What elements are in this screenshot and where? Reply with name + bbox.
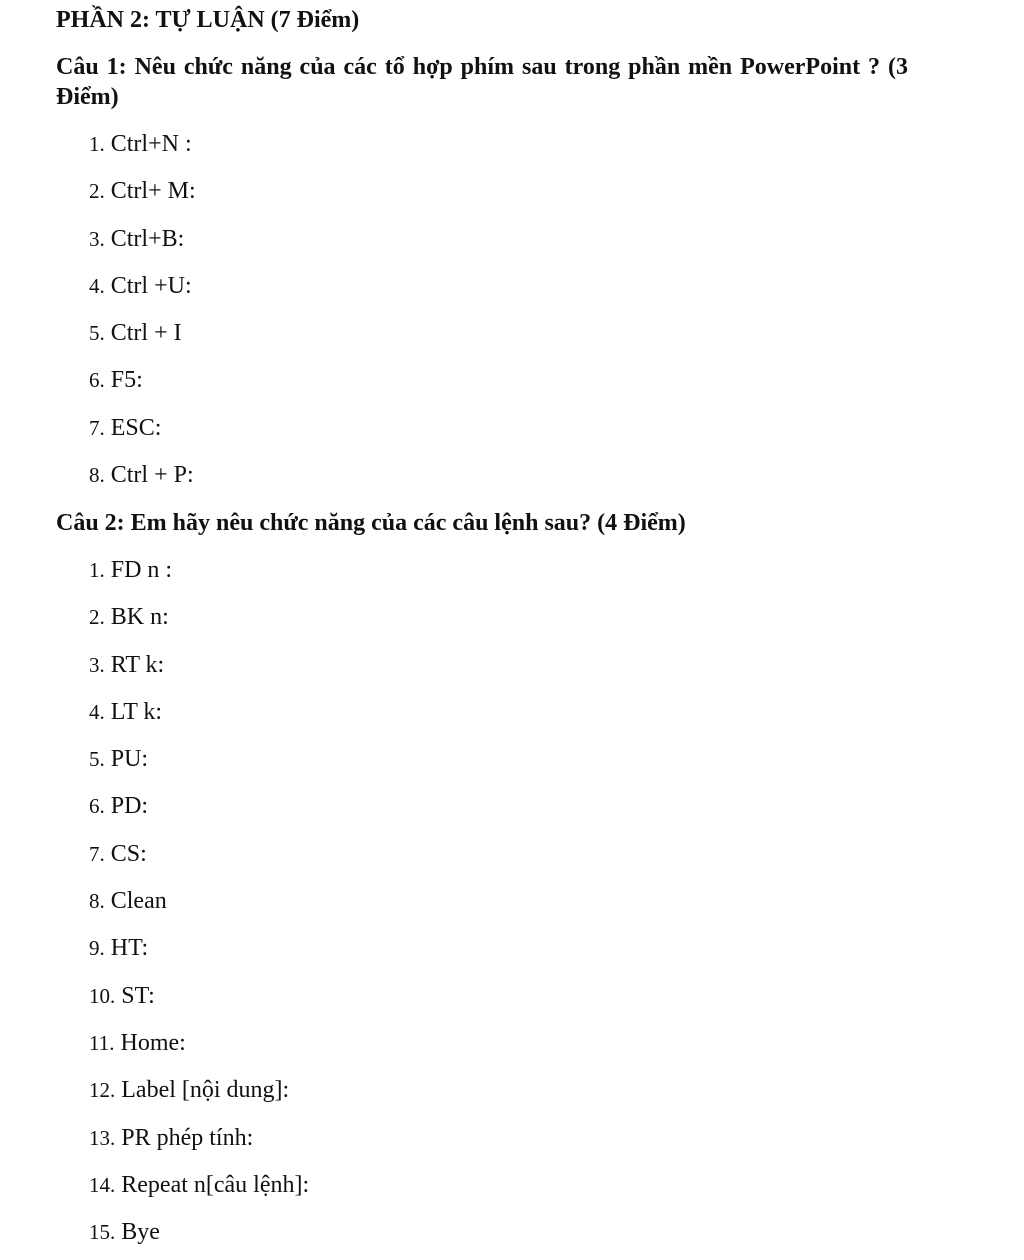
item-text: Ctrl + P:	[110, 462, 194, 489]
question-1-list	[89, 124, 196, 502]
item-number: 2.	[89, 179, 105, 204]
item-number: 12.	[89, 1078, 116, 1103]
item-text: LT k:	[110, 698, 163, 725]
item-number: 3.	[89, 652, 105, 677]
item-text: Ctrl+B:	[110, 225, 185, 252]
list-item	[89, 645, 309, 692]
item-number: 2.	[89, 605, 105, 630]
item-number: 8.	[89, 889, 105, 914]
item-number: 14.	[89, 1172, 116, 1197]
item-number: 7.	[89, 415, 105, 440]
item-number: 4.	[89, 273, 105, 298]
item-number: 5.	[89, 321, 105, 346]
item-number: 11.	[89, 1030, 115, 1055]
list-item	[89, 313, 196, 360]
item-text: Repeat n[câu lệnh]:	[121, 1171, 310, 1198]
item-number: 1.	[89, 558, 105, 582]
item-text: PU:	[110, 746, 149, 773]
list-item	[89, 692, 309, 739]
list-item	[89, 1118, 309, 1165]
item-text: Ctrl + I	[110, 320, 182, 347]
list-item	[89, 1212, 309, 1259]
item-number: 15.	[89, 1220, 116, 1245]
item-text: Ctrl+ M:	[110, 178, 196, 205]
item-number: 6.	[89, 794, 105, 819]
item-text: PD:	[110, 793, 149, 820]
list-item	[89, 928, 309, 975]
item-number: 6.	[89, 368, 105, 393]
item-number: 10.	[89, 983, 116, 1008]
item-text: CS:	[110, 840, 147, 867]
item-text: RT k:	[110, 651, 165, 678]
item-text: FD n :	[110, 557, 173, 583]
item-number: 5.	[89, 747, 105, 772]
item-text: ESC:	[110, 414, 162, 441]
item-text: Ctrl +U:	[110, 272, 192, 299]
question-2-title: Câu 2: Em hãy nêu chức năng của các câu lệnh sau? (4 Điểm)	[56, 510, 686, 536]
list-item	[89, 171, 196, 218]
item-text: Clean	[110, 888, 167, 915]
list-item	[89, 408, 196, 455]
list-item	[89, 881, 309, 928]
section-title: PHẦN 2: TỰ LUẬN (7 Điểm)	[56, 7, 360, 33]
item-number: 1.	[89, 132, 105, 156]
item-number: 3.	[89, 226, 105, 251]
item-number: 13.	[89, 1125, 116, 1150]
item-number: 9.	[89, 936, 105, 961]
list-item	[89, 1165, 309, 1212]
item-text: Bye	[121, 1219, 160, 1246]
list-item	[89, 597, 309, 644]
list-item	[89, 219, 196, 266]
question-2-list	[89, 550, 309, 1259]
question-1-title: Câu 1: Nêu chức năng của các tổ hợp phím sau trong phần mền PowerPoint ? (3 Điểm)	[56, 54, 908, 110]
list-item	[89, 124, 196, 171]
item-text: ST:	[121, 982, 155, 1009]
list-item	[89, 550, 309, 597]
list-item	[89, 360, 196, 407]
list-item	[89, 266, 196, 313]
item-text: Label [nội dung]:	[121, 1077, 290, 1104]
list-item	[89, 834, 309, 881]
item-text: Home:	[120, 1029, 186, 1056]
item-number: 4.	[89, 699, 105, 724]
item-text: BK n:	[110, 604, 169, 631]
item-text: Ctrl+N :	[110, 131, 192, 157]
item-text: F5:	[110, 367, 143, 394]
list-item	[89, 1023, 309, 1070]
list-item	[89, 739, 309, 786]
item-number: 7.	[89, 841, 105, 866]
item-text: PR phép tính:	[121, 1124, 254, 1151]
item-number: 8.	[89, 463, 105, 488]
list-item	[89, 786, 309, 833]
list-item	[89, 976, 309, 1023]
list-item	[89, 455, 196, 502]
list-item	[89, 1070, 309, 1117]
item-text: HT:	[110, 935, 149, 962]
